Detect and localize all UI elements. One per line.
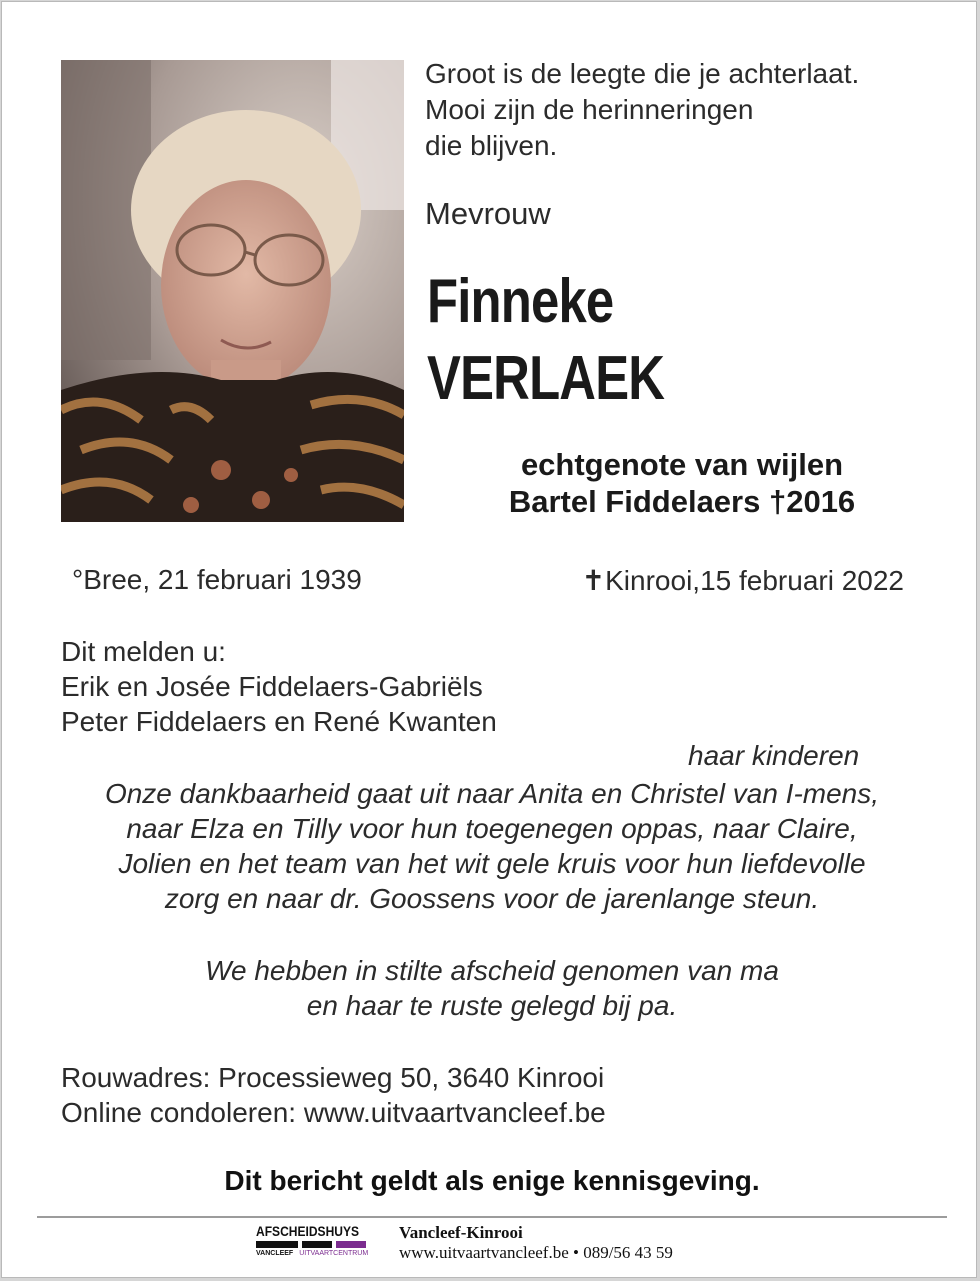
portrait-image bbox=[61, 60, 404, 522]
logo-color-bars bbox=[256, 1241, 382, 1248]
logo-bar bbox=[302, 1241, 332, 1248]
funeral-home-contact: www.uitvaartvancleef.be • 089/56 43 59 bbox=[399, 1243, 673, 1262]
verse-line: Groot is de leegte die je achterlaat. bbox=[425, 58, 860, 89]
verse-line: die blijven. bbox=[425, 130, 558, 161]
funeral-home-logo bbox=[256, 1223, 382, 1257]
spouse-info bbox=[442, 446, 922, 520]
logo-sub-left: VANCLEEF bbox=[256, 1250, 294, 1257]
announcement-line: Erik en Josée Fiddelaers-Gabriëls bbox=[61, 671, 483, 702]
birth-info: °Bree, 21 februari 1939 bbox=[72, 564, 362, 595]
spouse-line: echtgenote van wijlen bbox=[520, 447, 844, 482]
deceased-last-name: VERLAEK bbox=[427, 344, 665, 413]
notice-statement: Dit bericht geldt als enige kennisgeving. bbox=[224, 1165, 760, 1196]
announcement bbox=[61, 634, 497, 739]
announcement-line: Peter Fiddelaers en René Kwanten bbox=[61, 706, 497, 737]
thanks-line: naar Elza en Tilly voor hun toegenegen oppas, naar Claire, bbox=[126, 813, 858, 844]
logo-sub-right: UITVAARTCENTRUM bbox=[299, 1250, 369, 1257]
footer-divider bbox=[37, 1216, 947, 1218]
obituary-card bbox=[1, 1, 977, 1278]
thanks-line: Onze dankbaarheid gaat uit naar Anita en Christel van I-mens, bbox=[104, 778, 880, 809]
spouse-line: Bartel Fiddelaers †2016 bbox=[508, 484, 856, 519]
mourning-address: Rouwadres: Processieweg 50, 3640 Kinrooi bbox=[61, 1062, 605, 1093]
address-block bbox=[61, 1060, 606, 1130]
logo-subtitle bbox=[256, 1250, 382, 1257]
death-info: ✝Kinrooi,15 februari 2022 bbox=[581, 565, 904, 596]
farewell-paragraph bbox=[32, 953, 952, 1023]
deceased-first-name: Finneke bbox=[427, 267, 614, 336]
farewell-line: en haar te ruste gelegd bij pa. bbox=[306, 990, 678, 1021]
announcement-line: Dit melden u: bbox=[61, 636, 226, 667]
thanks-line: Jolien en het team van het wit gele kruis voor hun liefdevolle bbox=[118, 848, 866, 879]
thanks-paragraph bbox=[32, 776, 952, 916]
salutation: Mevrouw bbox=[425, 196, 551, 231]
funeral-home-name: Vancleef-Kinrooi bbox=[399, 1223, 523, 1242]
farewell-line: We hebben in stilte afscheid genomen van ma bbox=[205, 955, 779, 986]
online-condolence: Online condoleren: www.uitvaartvancleef.be bbox=[61, 1097, 606, 1128]
logo-bar bbox=[336, 1241, 366, 1248]
logo-title: AFSCHEIDSHUYS bbox=[256, 1223, 360, 1239]
portrait-photo bbox=[61, 60, 404, 522]
verse-line: Mooi zijn de herinneringen bbox=[425, 94, 754, 125]
thanks-line: zorg en naar dr. Goossens voor de jarenlange steun. bbox=[164, 883, 820, 914]
children-label: haar kinderen bbox=[688, 740, 860, 771]
logo-bar bbox=[256, 1241, 298, 1248]
memorial-verse bbox=[425, 56, 945, 164]
